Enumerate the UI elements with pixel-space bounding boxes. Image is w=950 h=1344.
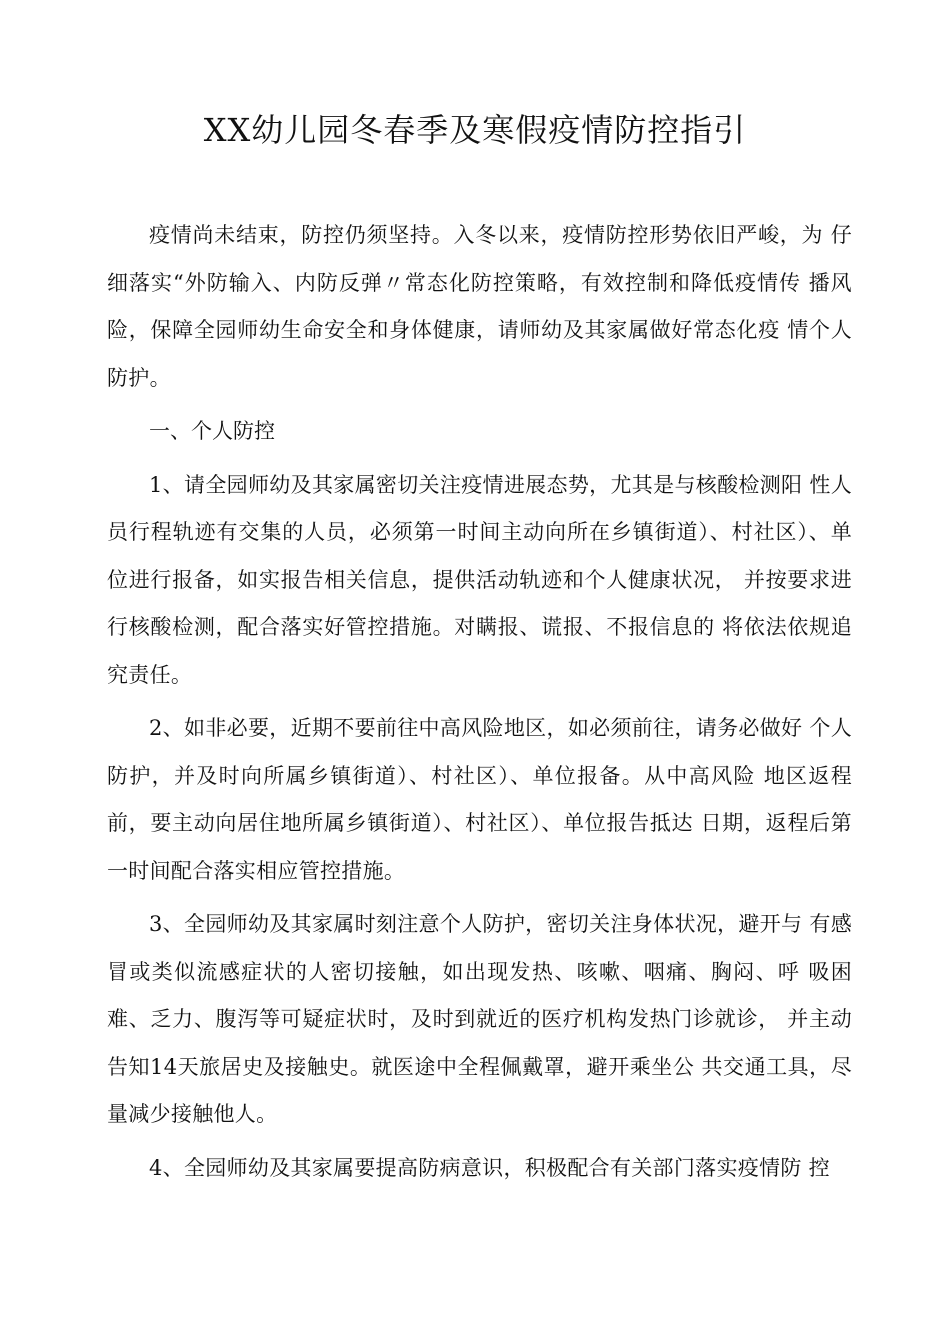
item-paragraph-4: 4、全园师幼及其家属要提高防病意识，积极配合有关部门落实疫情防 控 <box>149 1155 830 1180</box>
document-body <box>107 212 852 1198</box>
item-paragraph-3: 3、全园师幼及其家属时刻注意个人防护，密切关注身体状况，避开与 有感冒或类似流感症状的人密切接触，如出现发热、咳嗽、咽痛、胸闷、呼 吸困难、乏力、腹泻等可疑症状时，及时到就近的医疗机构发热门诊就诊， 并主动告知14天旅居史及接触史。就医途中全程佩戴罩，避开乘坐公 共交通工具，尽量减少接触他人。 <box>107 912 852 1126</box>
section-heading-personal-prevention: 一、个人防控 <box>149 419 275 443</box>
item-paragraph-1: 1、请全园师幼及其家属密切关注疫情进展态势，尤其是与核酸检测阳 性人员行程轨迹有交集的人员，必须第一时间主动向所在乡镇街道）、村社区）、单位进行报备，如实报告相关信息，提供活动轨迹和个人健康状况， 并按要求进行核酸检测，配合落实好管控措施。对瞒报、谎报、不报信息的 将依法依规追究责任。 <box>107 472 852 687</box>
item-paragraph-2: 2、如非必要，近期不要前往中高风险地区，如必须前往，请务必做好 个人防护，并及时向所属乡镇街道）、村社区）、单位报备。从中高风险 地区返程前，要主动向居住地所属乡镇街道）、村社区）、单位报告抵达 日期，返程后第一时间配合落实相应管控措施。 <box>107 716 852 883</box>
document-title: XX幼儿园冬春季及寒假疫情防控指引 <box>203 111 747 149</box>
intro-paragraph: 疫情尚未结束，防控仍须坚持。入冬以来，疫情防控形势依旧严峻，为 仔细落实“外防输入、内防反弹〃常态化防控策略，有效控制和降低疫情传 播风险，保障全园师幼生命安全和身体健康，请师幼及其家属做好常态化疫 情个人防护。 <box>107 223 852 390</box>
